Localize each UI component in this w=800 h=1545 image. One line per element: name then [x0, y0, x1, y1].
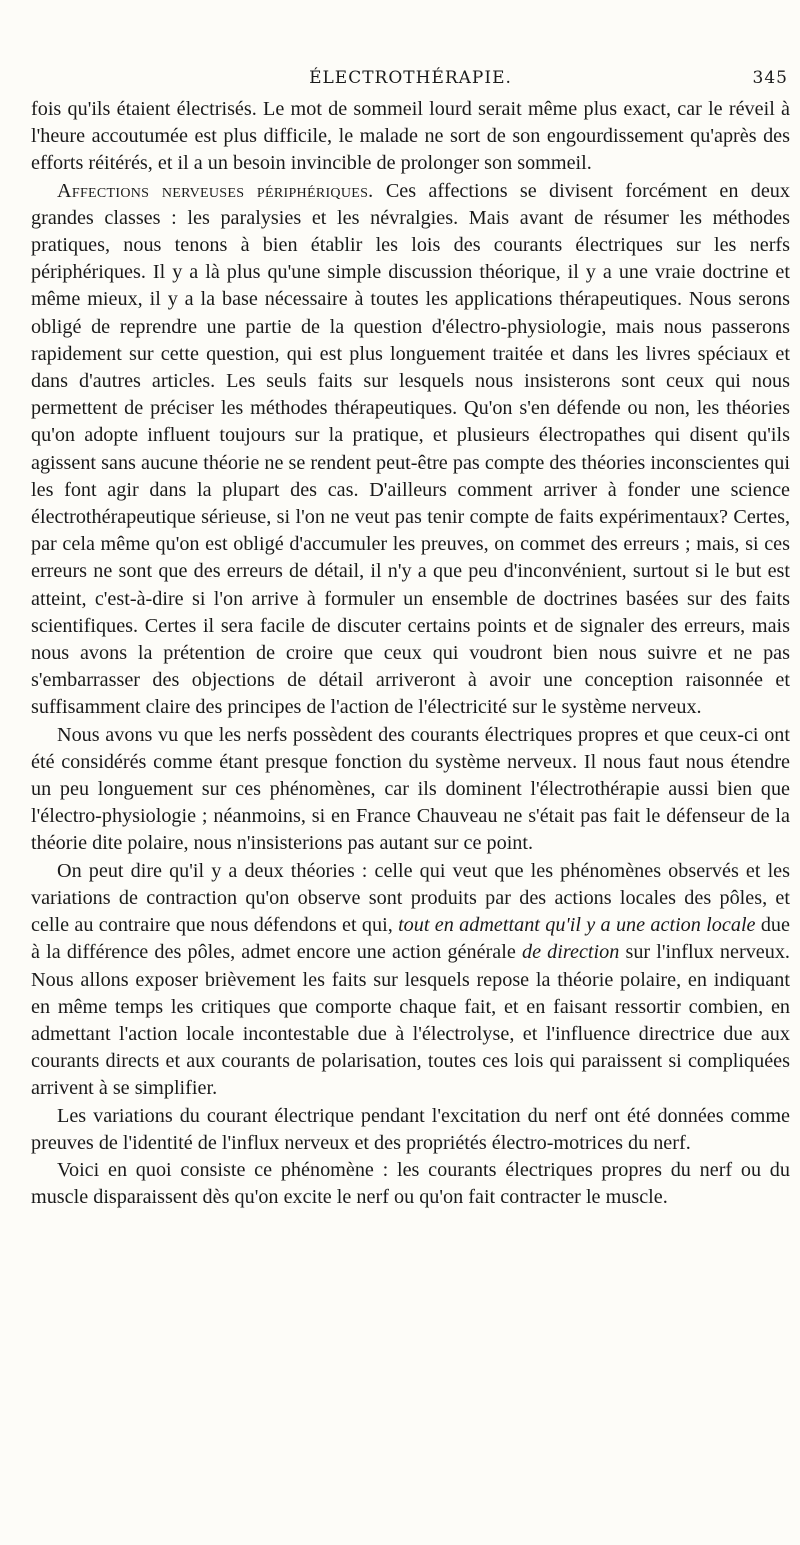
paragraph-theories: [31, 858, 790, 1103]
paragraph-continuation: [31, 96, 790, 178]
paragraph-variations: [31, 1103, 790, 1157]
italic-phrase: de direction: [521, 941, 620, 964]
running-title: ÉLECTROTHÉRAPIE.: [309, 68, 512, 88]
running-header: [31, 60, 790, 96]
paragraph-affections: [31, 178, 790, 722]
paragraph-nerfs: [31, 722, 790, 858]
paragraph-text: due à la différence des pôles, admet encore une action générale: [31, 914, 790, 964]
paragraph-text: fois qu'ils étaient électrisés. Le mot de sommeil lourd serait même plus exact, car le réveil à l'heure accoutumée est plus difficile, le malade ne sort de son engourdissement qu'après des efforts réitérés, et il a un besoin invincible de prolonger son sommeil.: [31, 98, 790, 175]
paragraph-text: On peut dire qu'il y a deux théories : celle qui veut que les phénomènes observés et les variations de contraction qu'on observe sont produits par des actions locales des pôles, et celle au contraire que nous défendons et qui,: [31, 859, 790, 937]
body-text: [31, 96, 790, 1211]
paragraph-text: Les variations du courant électrique pendant l'excitation du nerf ont été données comme preuves de l'identité de l'influx nerveux et des propriétés électro-motrices du nerf.: [31, 1104, 790, 1154]
page-number: 345: [752, 68, 788, 88]
paragraph-text: Nous avons vu que les nerfs possèdent des courants électriques propres et que ceux-ci ont été considérés comme étant presque fonction du système nerveux. Il nous faut nous étendre un peu longuement sur ces phénomènes, car ils dominent l'électrothérapie aussi bien que l'électro-physiologie ; néanmoins, si en France Chauveau ne s'était pas fait le défenseur de la théorie dite polaire, nous n'insisterions pas autant sur ce point.: [31, 723, 790, 855]
paragraph-text: Voici en quoi consiste ce phénomène : les courants électriques propres du nerf ou du muscle disparaissent dès qu'on excite le nerf ou qu'on fait contracter le muscle.: [31, 1158, 790, 1209]
italic-phrase: tout en admettant qu'il y a une action locale: [398, 914, 756, 937]
paragraph-phenomene: [31, 1157, 790, 1211]
paragraph-text: sur l'influx nerveux. Nous allons exposer brièvement les faits sur lesquels repose la théorie polaire, en indiquant en même temps les critiques que comporte chaque fait, et en faisant ressortir combien, en admettant l'action locale incontestable due à l'électrolyse, et l'influence directrice due aux courants directs et aux courants de polarisation, toutes ces lois qui paraissent si compliquées arrivent à se simplifier.: [31, 941, 790, 1100]
paragraph-text: Ces affections se divisent forcément en deux grandes classes : les paralysies et les névralgies. Mais avant de résumer les méthodes pratiques, nous tenons à bien établir les lois des courants électriques sur les nerfs périphériques. Il y a là plus qu'une simple discussion théorique, il y a une vraie doctrine et même mieux, il y a la base nécessaire à toutes les applications thérapeutiques. Nous serons obligé de reprendre une partie de la question d'électro-physiologie, mais nous passerons rapidement sur cette question, qui est plus longuement traitée et dans les livres spéciaux et dans d'autres articles. Les seuls faits sur lesquels nous insisterons sont ceux qui nous permettent de préciser les méthodes thérapeutiques. Qu'on s'en défende ou non, les théories qu'on adopte influent toujours sur la pratique, et plusieurs électropathes qui disent qu'ils agissent sans aucune théorie ne se rendent peut-être pas compte des théories inconscientes qui les font agir dans la plupart des cas. D'ailleurs comment arriver à fonder une science électrothérapeutique sérieuse, si l'on ne veut pas tenir compte de faits expérimentaux? Certes, par cela même qu'on est obligé d'accumuler les preuves, on commet des erreurs ; mais, si ces erreurs ne sont que des erreurs de détail, il n'y a que peu d'inconvénient, surtout si le but est atteint, c'est-à-dire si l'on arrive à formuler un ensemble de doctrines basées sur des faits scientifiques. Certes il sera facile de discuter certains points et de signaler des erreurs, mais nous avons la prétention de croire que ceux qui voudront bien nous suivre et ne pas s'embarrasser des objections de détail arriveront à avoir une conception raisonnée et suffisamment claire des principes de l'action de l'électricité sur le système nerveux.: [31, 179, 790, 719]
page: [31, 60, 790, 1211]
section-heading: Affections nerveuses périphériques.: [57, 179, 374, 202]
